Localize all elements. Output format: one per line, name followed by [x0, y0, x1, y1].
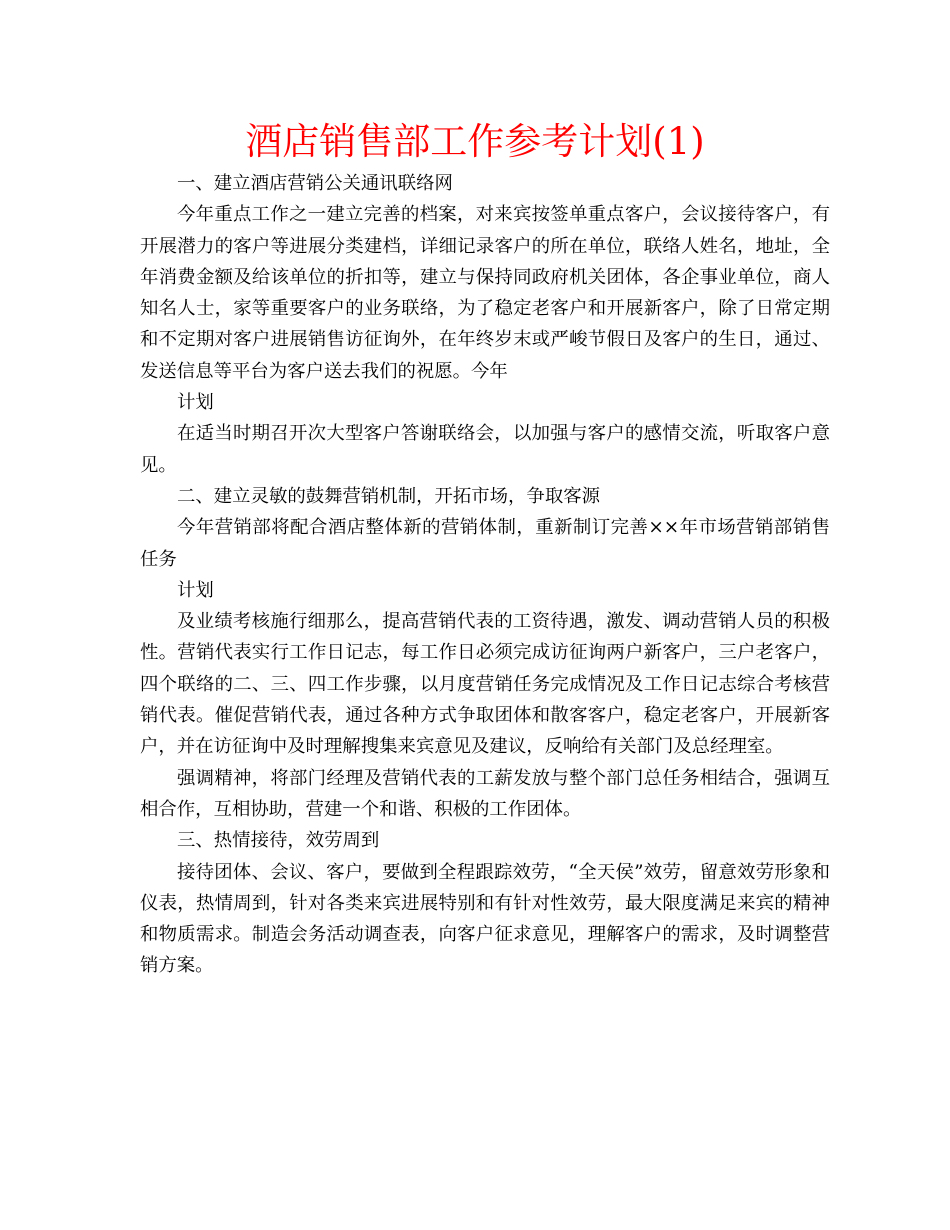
paragraph-1: 今年重点工作之一建立完善的档案，对来宾按签单重点客户，会议接待客户，有开展潜力的客户等进展分类建档，详细记录客户的所在单位，联络人姓名，地址，全年消费金额及给该单位的折扣等，建立与保持同政府机关团体，各企事业单位，商人知名人士，家等重要客户的业务联络，为了稳定老客户和开展新客户，除了日常定期和不定期对客户进展销售访征询外，在年终岁末或严峻节假日及客户的生日，通过、发送信息等平台为客户送去我们的祝愿。今年 [140, 204, 830, 382]
paragraph-3: 今年营销部将配合酒店整体新的营销体制，重新制订完善××年市场营销部销售任务 [140, 517, 830, 570]
plan-label-1: 计划 [177, 392, 214, 414]
section-heading-2: 二、建立灵敏的鼓舞营销机制，开拓市场，争取客源 [177, 485, 600, 507]
section-heading-1: 一、建立酒店营销公关通讯联络网 [177, 173, 453, 194]
paragraph-6: 接待团体、会议、客户，要做到全程跟踪效劳，“全天侯”效劳，留意效劳形象和仪表，热情周到，针对各类来宾进展特别和有针对性效劳，最大限度满足来宾的精神和物质需求。制造会务活动调查表，向客户征求意见，理解客户的需求，及时调整营销方案。 [140, 861, 830, 977]
document-body [140, 168, 830, 982]
section-heading-3: 三、热情接待，效劳周到 [177, 830, 380, 852]
document-title: 酒店销售部工作参考计划(1) [245, 120, 705, 163]
plan-label-2: 计划 [177, 579, 214, 601]
paragraph-4: 及业绩考核施行细那么，提高营销代表的工资待遇，激发、调动营销人员的积极性。营销代表实行工作日记志，每工作日必须完成访征询两户新客户，三户老客户，四个联络的二、三、四工作步骤，以月度营销任务完成情况及工作日记志综合考核营销代表。催促营销代表，通过各种方式争取团体和散客客户，稳定老客户，开展新客户，并在访征询中及时理解搜集来宾意见及建议，反响给有关部门及总经理室。 [140, 611, 830, 758]
paragraph-5: 强调精神，将部门经理及营销代表的工薪发放与整个部门总任务相结合，强调互相合作，互相协助，营建一个和谐、积极的工作团体。 [140, 767, 830, 820]
paragraph-2: 在适当时期召开次大型客户答谢联络会，以加强与客户的感情交流，听取客户意见。 [140, 423, 830, 476]
